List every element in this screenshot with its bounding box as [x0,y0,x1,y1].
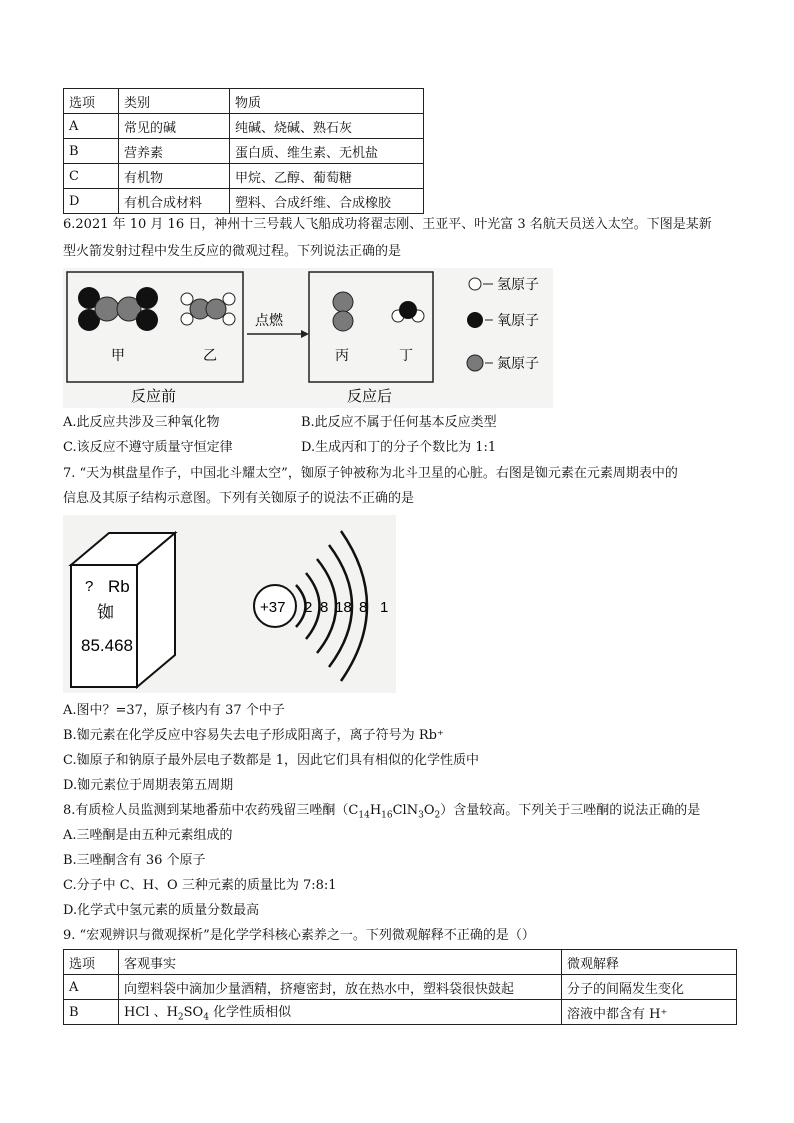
table-cell: 客观事实 [119,950,562,975]
arrow-label: 点燃 [255,313,283,329]
label-bing: 丙 [335,348,349,364]
table-cell: 选项 [64,950,119,975]
table-cell: 甲烷、乙醇、葡萄糖 [230,164,424,189]
table-row [64,1000,737,1025]
table-cell: 微观解释 [562,950,737,975]
table-cell: 溶液中都含有 H⁺ [562,1000,737,1025]
q7-stem-line2: 信息及其原子结构示意图。下列有关铷原子的说法不正确的是 [63,491,415,506]
table-cell: B [64,139,119,164]
label-jia: 甲 [111,348,125,364]
legend-oxygen-icon [467,312,483,328]
table-row [64,164,424,189]
oxygen-atom [136,309,158,331]
table-cell: 塑料、合成纤维、合成橡胶 [230,189,424,214]
shell-2: 8 [320,599,329,616]
shell-5: 1 [380,599,389,616]
shell-1: 2 [304,599,313,616]
q8-stem-b: ）含量较高。下列关于三唑酮的说法正确的是 [440,803,701,818]
q6-option-a[interactable]: A.此反应共涉及三种氧化物 [63,415,220,430]
table-cell: 分子的间隔发生变化 [562,975,737,1000]
table-cell: D [64,189,119,214]
table-cell: B [64,1000,119,1025]
table-cell: 常见的碱 [119,114,230,139]
q7-option-c[interactable]: C.铷原子和钠原子最外层电子数都是 1，因此它们具有相似的化学性质中 [63,753,480,768]
q6-stem-line1: 6.2021 年 10 月 16 日，神州十三号载人飞船成功将翟志刚、王亚平、叶光富 3 名航天员送入太空。下图是某新 [63,217,712,232]
arrow-head [301,330,309,338]
element-name: 铷 [97,603,114,623]
legend-oxygen: 氧原子 [497,313,539,329]
table-cell: 有机物 [119,164,230,189]
q8-option-d[interactable]: D.化学式中氢元素的质量分数最高 [63,903,260,918]
after-box [309,272,433,382]
table-header [64,950,737,975]
legend-hydrogen-icon [469,278,481,290]
hydrogen-atom [223,293,235,305]
hydrogen-atom [181,313,193,325]
atomic-mass: 85.468 [81,636,133,655]
legend-nitrogen-icon [467,355,483,371]
legend-nitrogen: 氮原子 [497,356,539,372]
table-cell: A [64,975,119,1000]
table-cell: 向塑料袋中滴加少量酒精，挤瘪密封，放在热水中，塑料袋很快鼓起 [119,975,562,1000]
q8-stem-a: 8.有质检人员监测到某地番茄中农药残留三唑酮（C [63,803,359,818]
q6-option-c[interactable]: C.该反应不遵守质量守恒定律 [63,440,233,455]
q9-stem: 9. “宏观辨识与微观探析”是化学学科核心素养之一。下列微观解释不正确的是（） [63,928,535,943]
oxygen-atom [399,301,417,319]
shell-4: 8 [359,599,368,616]
table-cell: HCl 、$H_2SO_4$ 化学性质相似 [119,1000,562,1025]
q7-option-b[interactable]: B.铷元素在化学反应中容易失去电子形成阳离子，离子符号为 Rb⁺ [63,728,444,743]
element-symbol: Rb [108,577,130,596]
molecule-reaction-diagram [63,268,553,408]
hydrogen-atom [223,313,235,325]
atomic-number-unknown: ? [85,578,94,595]
shell-3: 18 [335,599,352,616]
nitrogen-atom [333,311,353,331]
q6-stem-line2: 型火箭发射过程中发生反应的微观过程。下列说法正确的是 [63,244,402,259]
label-after: 反应后 [347,387,393,405]
table-row [64,975,737,1000]
table-cell: 蛋白质、维生素、无机盐 [230,139,424,164]
table-row [64,189,424,214]
q6-option-b[interactable]: B.此反应不属于任何基本反应类型 [301,415,497,430]
hydrogen-atom [181,293,193,305]
rubidium-diagram [63,515,396,693]
table-cell: 选项 [64,89,119,114]
q8-option-b[interactable]: B.三唑酮含有 36 个原子 [63,853,206,868]
q8-option-c[interactable]: C.分子中 C、H、O 三种元素的质量比为 7:8:1 [63,878,337,893]
q6-option-d[interactable]: D.生成丙和丁的分子个数比为 1:1 [301,440,497,455]
q7-option-a[interactable]: A.图中？=37，原子核内有 37 个中子 [63,703,285,718]
nitrogen-atom [95,297,119,321]
table-q5 [63,88,424,214]
table-q9 [63,949,737,1025]
table-row [64,139,424,164]
label-ding: 丁 [399,348,413,364]
label-yi: 乙 [203,348,217,364]
nitrogen-atom [206,299,226,319]
table-cell: 营养素 [119,139,230,164]
nucleus-charge: +37 [260,599,286,616]
table-cell: 物质 [230,89,424,114]
table-cell: 类别 [119,89,230,114]
table-cell: 有机合成材料 [119,189,230,214]
q8-stem: 8.有质检人员监测到某地番茄中农药残留三唑酮$(C_{14}H_{16}ClN_3O_2)$含量较高。下列关于三唑酮的说法正确的是 [63,803,701,821]
q7-stem-line1: 7. “天为棋盘星作子，中国北斗耀太空”，铷原子钟被称为北斗卫星的心脏。右图是铷元素在元素周期表中的 [63,466,678,481]
legend-hydrogen: 氢原子 [497,277,539,293]
nitrogen-atom [333,292,353,312]
q7-option-d[interactable]: D.铷元素位于周期表第五周期 [63,778,234,793]
table-cell: A [64,114,119,139]
table-header [64,89,424,114]
table-cell: C [64,164,119,189]
table-row [64,114,424,139]
table-cell: 纯碱、烧碱、熟石灰 [230,114,424,139]
q7-figure [63,515,396,693]
q6-figure [63,268,553,408]
label-before: 反应前 [131,387,177,405]
q8-option-a[interactable]: A.三唑酮是由五种元素组成的 [63,828,233,843]
oxygen-atom [136,287,158,309]
